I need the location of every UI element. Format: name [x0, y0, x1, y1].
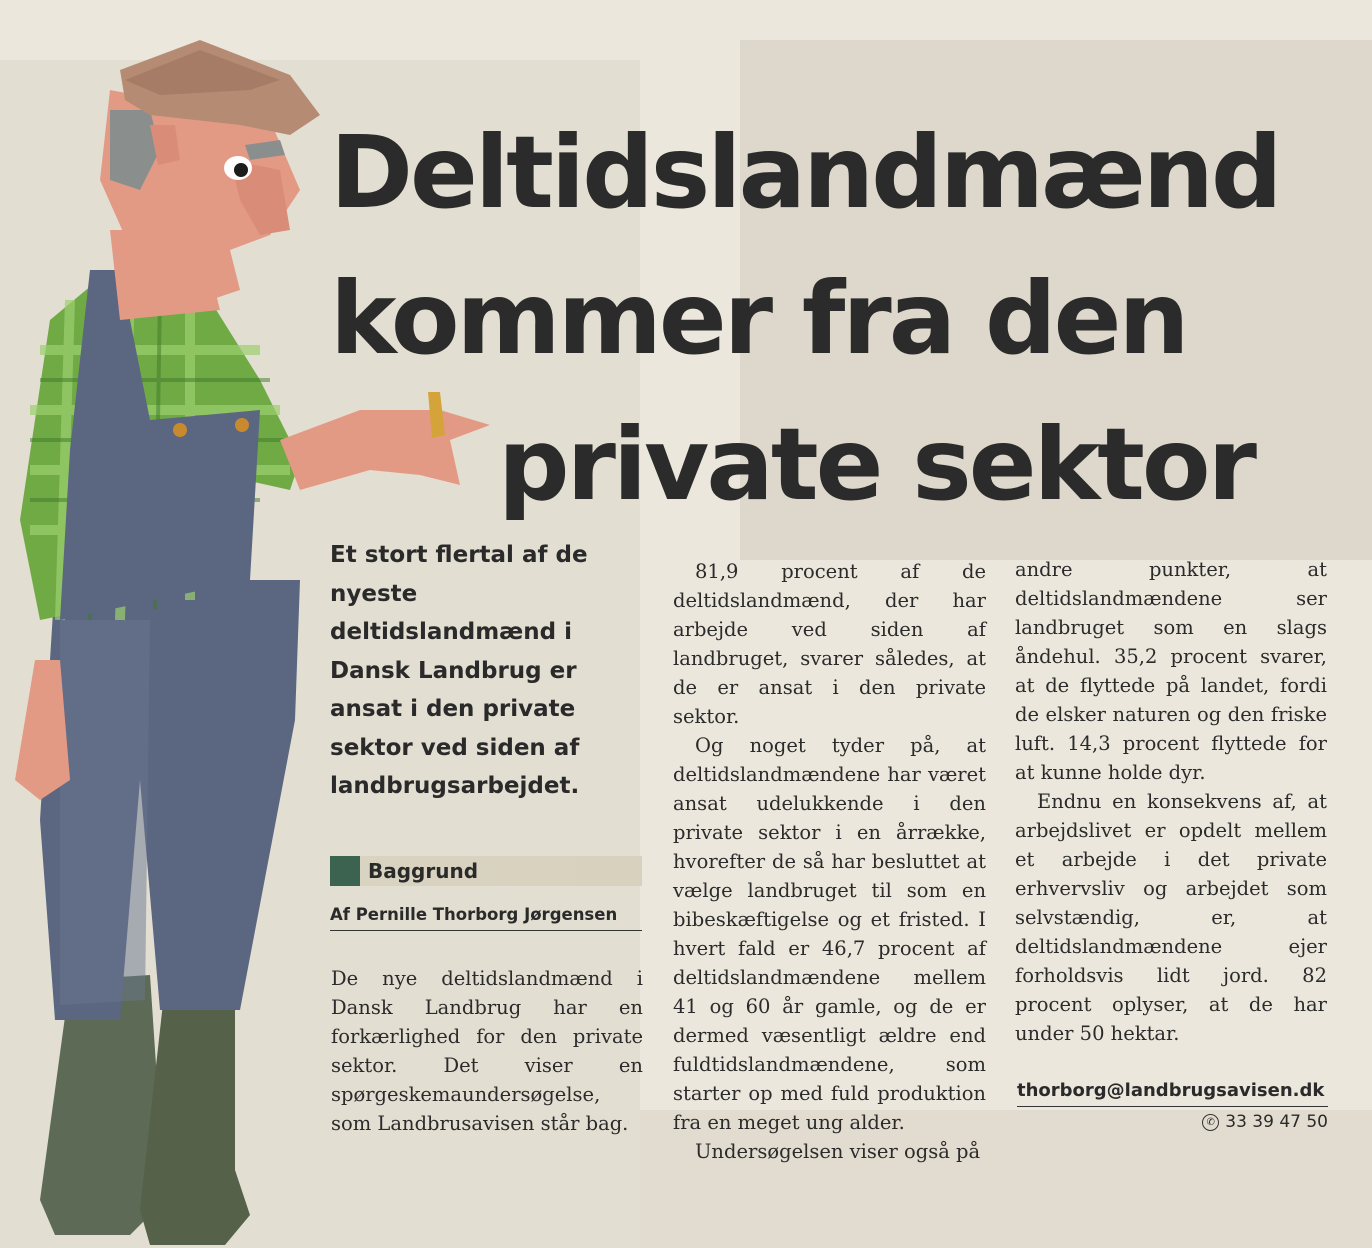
author-phone [1202, 1112, 1328, 1132]
rubric-label: Baggrund [368, 859, 479, 883]
body-paragraph: Endnu en konsekvens af, at arbejdslivet er opdelt mellem et arbejde i det private erhvervsliv og arbejdet som selvstændig, er, at deltidslandmændene ejer forholdsvis lidt jord. 82 procent oplyser, at de har under 50 hektar. [1015, 790, 1327, 1045]
rubric-marker [330, 856, 360, 886]
body-paragraph: andre punkter, at deltidslandmændene ser landbruget som en slags åndehul. 35,2 procent svarer, at de flyttede på landet, fordi de elsker naturen og den friske luft. 14,3 procent flyttede for at kunne holde dyr. [1015, 558, 1327, 784]
text-column-1 [331, 964, 643, 1138]
body-paragraph: Og noget tyder på, at deltidslandmændene har været ansat udelukkende i den private sektor i en årrække, hvorefter de så har besluttet at vælge landbruget til som en bibeskæftigelse og et fristed. I hvert fald er 46,7 procent af deltidslandmændene mellem 41 og 60 år gamle, og de er dermed væsentligt ældre end fuldtidslandmændene, som starter op med fuld produktion fra en meget ung alder. [673, 734, 986, 1134]
phone-number: 33 39 47 50 [1225, 1112, 1328, 1132]
headline [330, 100, 1330, 538]
section-rubric [330, 856, 642, 886]
headline-line-2: kommer fra den [330, 260, 1187, 377]
body-paragraph: 81,9 procent af de deltidslandmænd, der har arbejde ved siden af landbruget, svarer således, at de er ansat i den private sektor. [673, 560, 986, 728]
phone-icon: ✆ [1202, 1114, 1219, 1131]
text-column-3 [1015, 555, 1327, 1048]
byline: Af Pernille Thorborg Jørgensen [330, 905, 642, 931]
body-paragraph: Undersøgelsen viser også på [695, 1140, 981, 1163]
body-paragraph: De nye deltidslandmænd i Dansk Landbrug har en forkærlighed for den private sektor. Det viser en spørgeskemaundersøgelse, som Landbrusavisen står bag. [331, 967, 643, 1135]
headline-line-1: Deltidslandmænd [330, 114, 1280, 231]
headline-line-3: private sektor [498, 406, 1254, 523]
lead-paragraph: Et stort flertal af de nyeste deltidslandmænd i Dansk Landbrug er ansat i den private sektor ved siden af landbrugsarbejdet. [330, 542, 588, 799]
author-email[interactable]: thorborg@landbrugsavisen.dk [1017, 1080, 1328, 1107]
text-column-2 [673, 557, 986, 1166]
